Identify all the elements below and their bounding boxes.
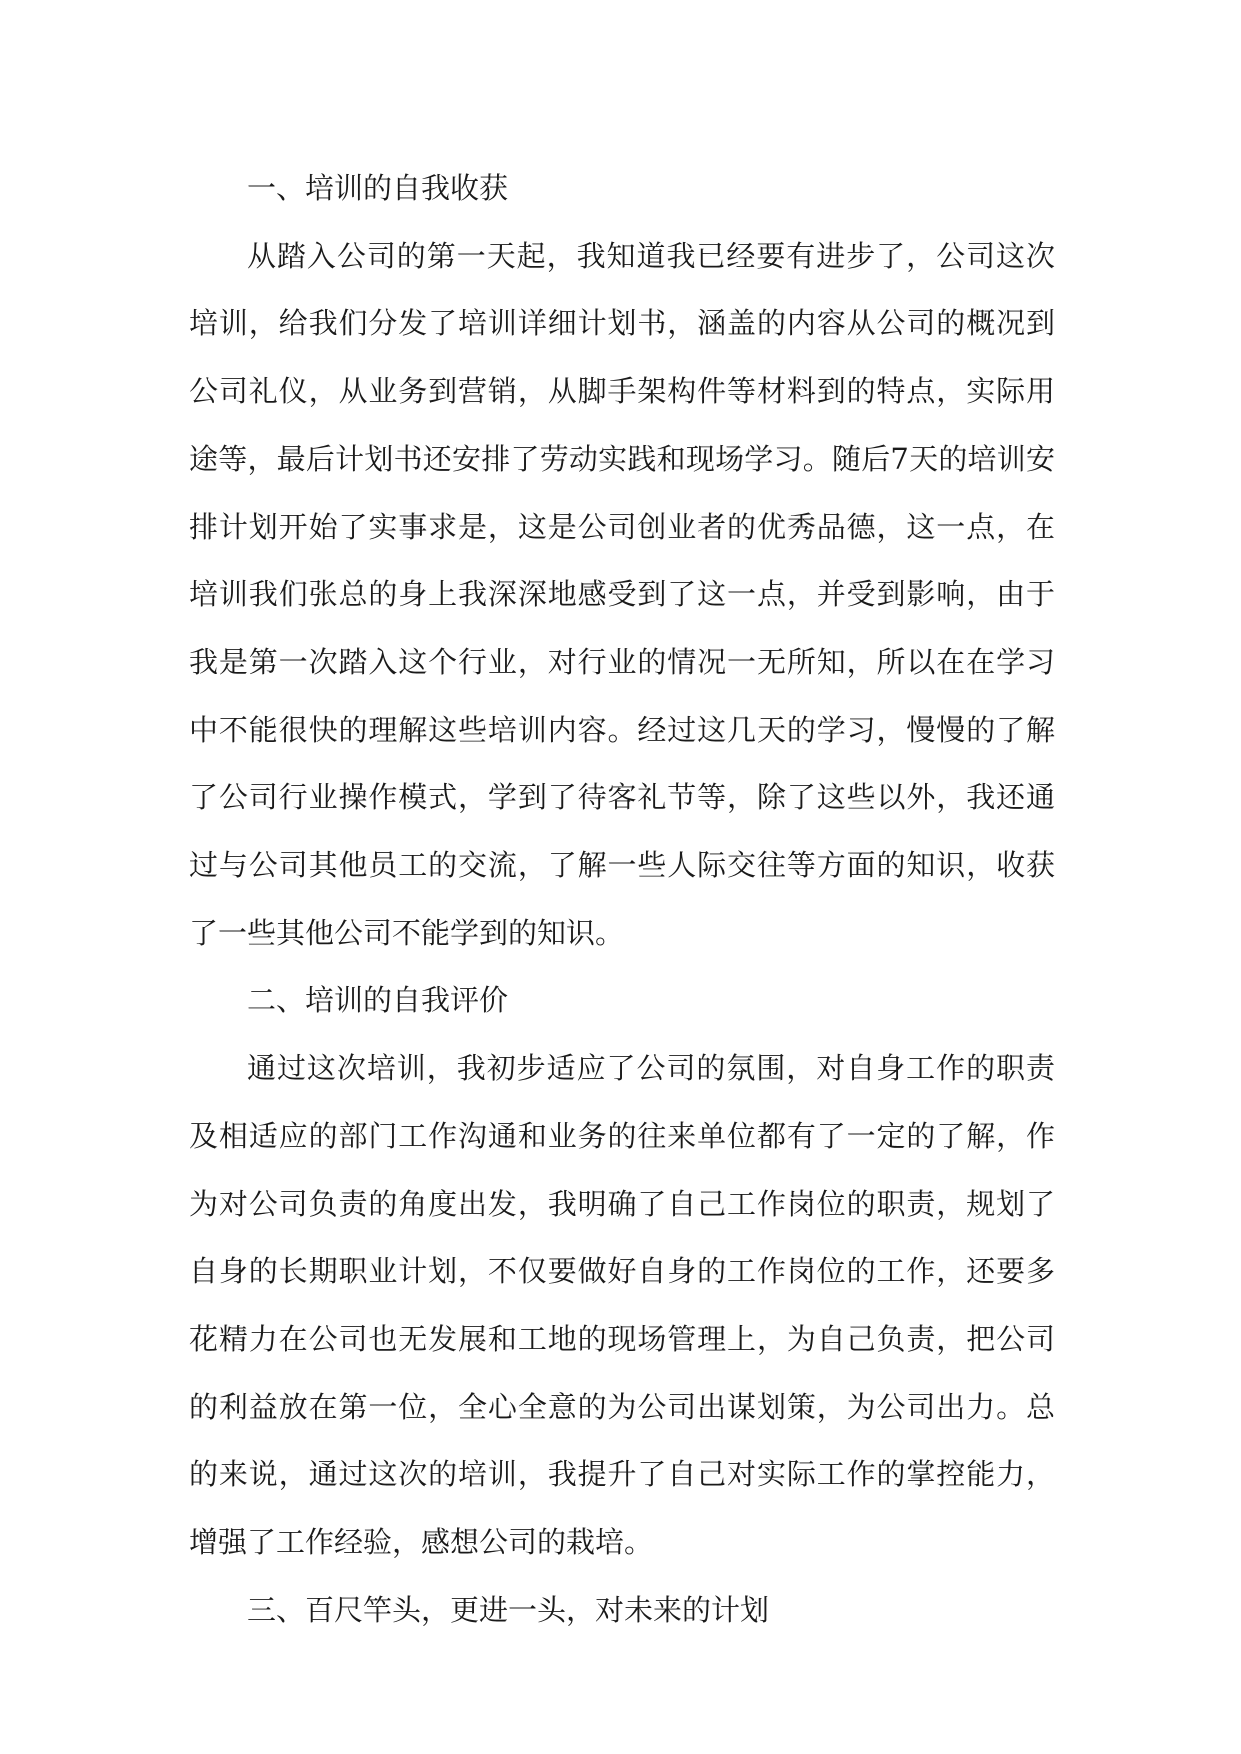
section-paragraph-1: 从踏入公司的第一天起，我知道我已经要有进步了，公司这次培训，给我们分发了培训详细计划书，涵盖的内容从公司的概况到公司礼仪，从业务到营销，从脚手架构件等材料到的特点，实际用途等，最后计划书还安排了劳动实践和现场学习。随后7天的培训安排计划开始了实事求是，这是公司创业者的优秀品德，这一点，在培训我们张总的身上我深深地感受到了这一点，并受到影响，由于我是第一次踏入这个行业，对行业的情况一无所知，所以在在学习中不能很快的理解这些培训内容。经过这几天的学习，慢慢的了解了公司行业操作模式，学到了待客礼节等，除了这些以外，我还通过与公司其他员工的交流，了解一些人际交往等方面的知识，收获了一些其他公司不能学到的知识。 — [189, 238, 1055, 950]
section-paragraph-2: 通过这次培训，我初步适应了公司的氛围，对自身工作的职责及相适应的部门工作沟通和业务的往来单位都有了一定的了解，作为对公司负责的角度出发，我明确了自己工作岗位的职责，规划了自身的长期职业计划，不仅要做好自身的工作岗位的工作，还要多花精力在公司也无发展和工地的现场管理上，为自己负责，把公司的利益放在第一位，全心全意的为公司出谋划策，为公司出力。总的来说，通过这次的培训，我提升了自己对实际工作的掌控能力，增强了工作经验，感想公司的栽培。 — [189, 1051, 1055, 1560]
section-heading-1: 一、培训的自我收获 — [247, 171, 509, 205]
section-heading-3: 三、百尺竿头，更进一头，对未来的计划 — [247, 1592, 770, 1627]
document-body — [189, 155, 1055, 1644]
section-heading-2: 二、培训的自我评价 — [247, 983, 509, 1018]
